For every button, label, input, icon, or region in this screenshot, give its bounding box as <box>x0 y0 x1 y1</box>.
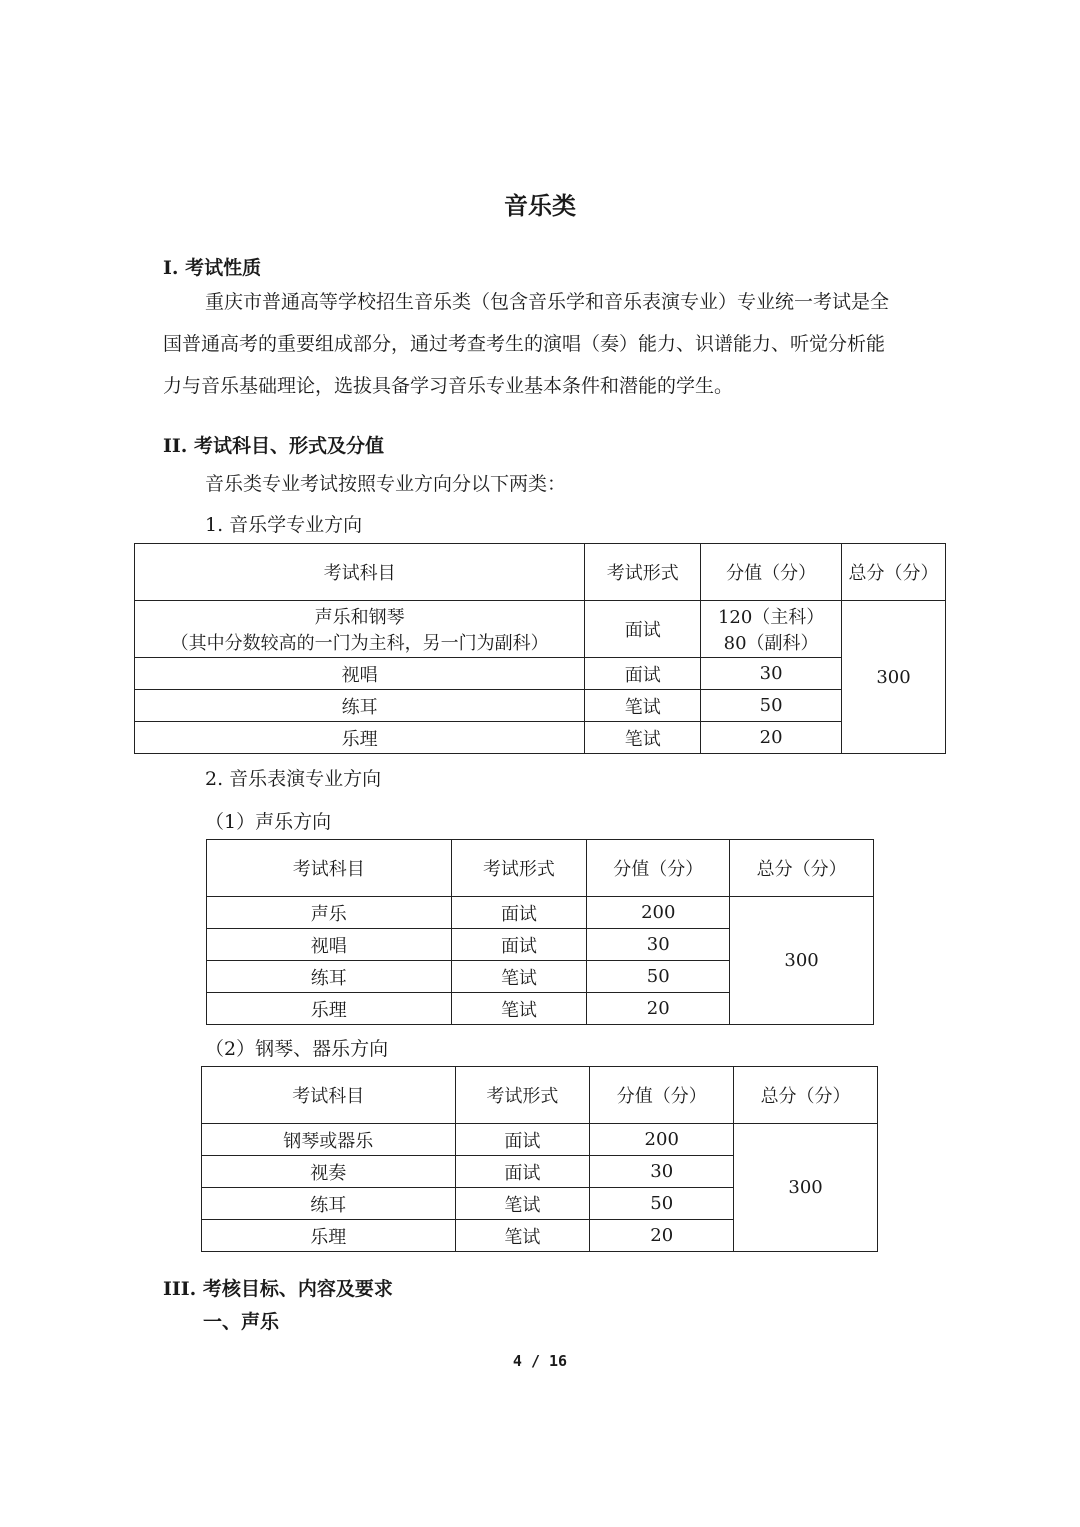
header-subject: 考试科目 <box>202 1067 456 1124</box>
table-row <box>135 601 946 658</box>
instrument-table <box>201 1066 878 1252</box>
header-score: 分值（分） <box>587 840 730 897</box>
page-title: 音乐类 <box>504 191 576 220</box>
score-major: 120（主科） <box>717 607 825 628</box>
subject-cell: 练耳 <box>202 1188 456 1220</box>
vocal-direction-heading: （1）声乐方向 <box>205 811 332 833</box>
vocal-table <box>206 839 874 1025</box>
table-row <box>135 722 946 754</box>
score-cell: 20 <box>701 722 842 754</box>
table-row <box>135 690 946 722</box>
subject-cell: 乐理 <box>202 1220 456 1252</box>
table-row <box>135 658 946 690</box>
music-studies-table <box>134 543 946 754</box>
total-cell: 300 <box>734 1124 878 1252</box>
table-row <box>202 1124 878 1156</box>
score-cell: 50 <box>587 961 730 993</box>
score-cell: 20 <box>590 1220 734 1252</box>
table-header-row <box>135 544 946 601</box>
subject-cell: 乐理 <box>207 993 452 1025</box>
form-cell: 笔试 <box>585 690 701 722</box>
table-header-row <box>207 840 874 897</box>
form-cell: 面试 <box>451 897 587 929</box>
header-total: 总分（分） <box>730 840 874 897</box>
vocal-section-heading: 一、声乐 <box>203 1311 280 1333</box>
total-cell: 300 <box>842 601 946 754</box>
score-cell: 50 <box>701 690 842 722</box>
score-cell: 20 <box>587 993 730 1025</box>
form-cell: 面试 <box>455 1124 590 1156</box>
score-minor: 80（副科） <box>723 633 819 654</box>
subject-note: （其中分数较高的一门为主科，另一门为副科） <box>170 633 549 654</box>
instrument-direction-heading: （2）钢琴、器乐方向 <box>205 1038 389 1060</box>
score-cell: 30 <box>701 658 842 690</box>
header-total: 总分（分） <box>842 544 946 601</box>
header-subject: 考试科目 <box>135 544 585 601</box>
section-2-heading: II. 考试科目、形式及分值 <box>163 435 385 457</box>
score-cell: 30 <box>590 1156 734 1188</box>
music-studies-heading: 1. 音乐学专业方向 <box>205 514 363 536</box>
header-score: 分值（分） <box>590 1067 734 1124</box>
paragraph-line-3: 力与音乐基础理论，选拔具备学习音乐专业基本条件和潜能的学生。 <box>163 375 734 397</box>
score-cell: 200 <box>587 897 730 929</box>
subject-cell: 练耳 <box>207 961 452 993</box>
score-cell: 50 <box>590 1188 734 1220</box>
paragraph-line-1: 重庆市普通高等学校招生音乐类（包含音乐学和音乐表演专业）专业统一考试是全 <box>205 291 890 313</box>
section-1-heading: I. 考试性质 <box>163 257 262 279</box>
subject-cell: 视唱 <box>135 658 585 690</box>
subject-main: 声乐和钢琴 <box>314 607 405 628</box>
form-cell: 笔试 <box>585 722 701 754</box>
score-cell <box>701 601 842 658</box>
subject-cell: 视唱 <box>207 929 452 961</box>
subject-cell: 练耳 <box>135 690 585 722</box>
total-cell: 300 <box>730 897 874 1025</box>
table-row <box>207 897 874 929</box>
form-cell: 面试 <box>455 1156 590 1188</box>
table-header-row <box>202 1067 878 1124</box>
header-form: 考试形式 <box>455 1067 590 1124</box>
header-score: 分值（分） <box>701 544 842 601</box>
form-cell: 面试 <box>451 929 587 961</box>
subject-cell: 钢琴或器乐 <box>202 1124 456 1156</box>
header-form: 考试形式 <box>585 544 701 601</box>
subject-cell: 声乐 <box>207 897 452 929</box>
header-total: 总分（分） <box>734 1067 878 1124</box>
subject-cell: 乐理 <box>135 722 585 754</box>
form-cell: 面试 <box>585 601 701 658</box>
section-1-paragraph <box>163 281 923 407</box>
subject-cell <box>135 601 585 658</box>
paragraph-line-2: 国普通高考的重要组成部分，通过考查考生的演唱（奏）能力、识谱能力、听觉分析能 <box>163 333 886 355</box>
header-subject: 考试科目 <box>207 840 452 897</box>
performance-heading: 2. 音乐表演专业方向 <box>205 768 382 790</box>
form-cell: 笔试 <box>451 993 587 1025</box>
form-cell: 面试 <box>585 658 701 690</box>
form-cell: 笔试 <box>455 1220 590 1252</box>
score-cell: 30 <box>587 929 730 961</box>
form-cell: 笔试 <box>455 1188 590 1220</box>
score-cell: 200 <box>590 1124 734 1156</box>
header-form: 考试形式 <box>451 840 587 897</box>
section-2-intro: 音乐类专业考试按照专业方向分以下两类： <box>205 473 567 495</box>
section-3-heading: III. 考核目标、内容及要求 <box>163 1278 393 1300</box>
subject-cell: 视奏 <box>202 1156 456 1188</box>
form-cell: 笔试 <box>451 961 587 993</box>
page-number: 4 / 16 <box>512 1352 568 1370</box>
